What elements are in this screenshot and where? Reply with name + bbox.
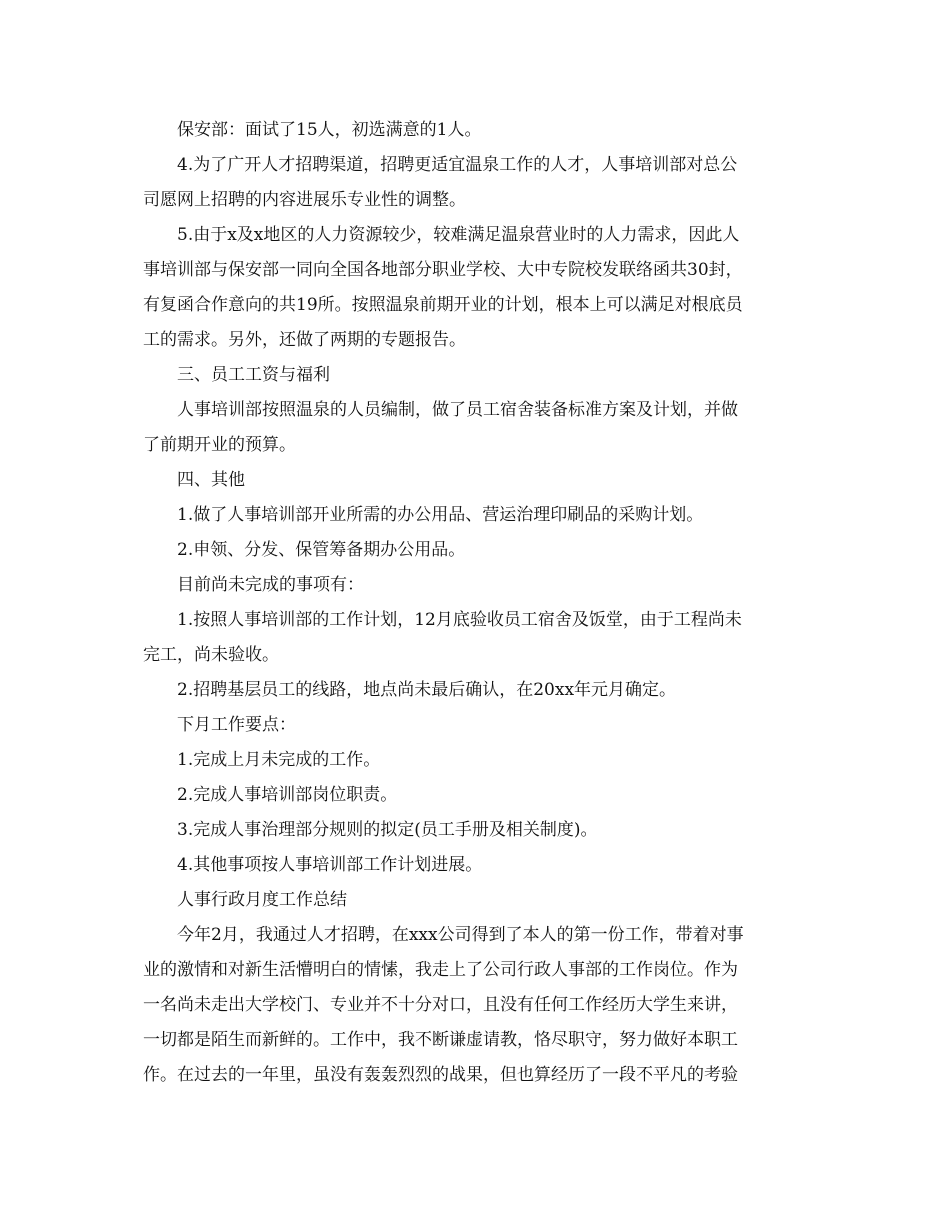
paragraph-line: 司愿网上招聘的内容进展乐专业性的调整。 xyxy=(143,190,466,210)
paragraph-line: 一切都是陌生而新鲜的。工作中，我不断谦虚请教，恪尽职守，努力做好本职工 xyxy=(143,1030,738,1050)
list-item: 4.其他事项按人事培训部工作计划进展。 xyxy=(177,855,483,875)
section-heading: 四、其他 xyxy=(177,470,245,490)
paragraph-line: 工的需求。另外，还做了两期的专题报告。 xyxy=(143,330,466,350)
list-item: 1.按照人事培训部的工作计划，12月底验收员工宿舍及饭堂，由于工程尚未 xyxy=(177,610,742,630)
paragraph-line: 作。在过去的一年里，虽没有轰轰烈烈的战果，但也算经历了一段不平凡的考验 xyxy=(143,1065,738,1085)
article-title: 人事行政月度工作总结 xyxy=(177,890,347,910)
list-item: 1.做了人事培训部开业所需的办公用品、营运治理印刷品的采购计划。 xyxy=(177,505,704,525)
paragraph-line: 事培训部与保安部一同向全国各地部分职业学校、大中专院校发联络函共30封， xyxy=(143,260,743,280)
section-heading: 三、员工工资与福利 xyxy=(177,365,330,385)
section-heading: 下月工作要点： xyxy=(177,715,296,735)
list-item: 2.招聘基层员工的线路，地点尚未最后确认，在20xx年元月确定。 xyxy=(177,680,677,700)
paragraph-line: 有复函合作意向的共19所。按照温泉前期开业的计划，根本上可以满足对根底员 xyxy=(143,295,743,315)
section-heading: 目前尚未完成的事项有： xyxy=(177,575,364,595)
list-item: 1.完成上月未完成的工作。 xyxy=(177,750,381,770)
list-item: 2.完成人事培训部岗位职责。 xyxy=(177,785,398,805)
list-item: 3.完成人事治理部分规则的拟定(员工手册及相关制度)。 xyxy=(177,820,598,840)
paragraph-line: 业的激情和对新生活懵明白的情愫，我走上了公司行政人事部的工作岗位。作为 xyxy=(143,960,738,980)
paragraph-line: 今年2月，我通过人才招聘，在xxx公司得到了本人的第一份工作，带着对事 xyxy=(177,925,744,945)
paragraph-line: 5.由于x及x地区的人力资源较少，较难满足温泉营业时的人力需求，因此人 xyxy=(177,225,740,245)
paragraph-line: 4.为了广开人才招聘渠道，招聘更适宜温泉工作的人才，人事培训部对总公 xyxy=(177,155,738,175)
list-item: 2.申领、分发、保管筹备期办公用品。 xyxy=(177,540,466,560)
paragraph-line: 完工，尚未验收。 xyxy=(143,645,279,665)
paragraph-line: 人事培训部按照温泉的人员编制，做了员工宿舍装备标准方案及计划，并做 xyxy=(177,400,738,420)
paragraph-line: 一名尚未走出大学校门、专业并不十分对口，且没有任何工作经历大学生来讲， xyxy=(143,995,738,1015)
paragraph-line: 了前期开业的预算。 xyxy=(143,435,296,455)
paragraph-line: 保安部：面试了15人，初选满意的1人。 xyxy=(177,120,482,140)
document-body xyxy=(143,113,808,1093)
